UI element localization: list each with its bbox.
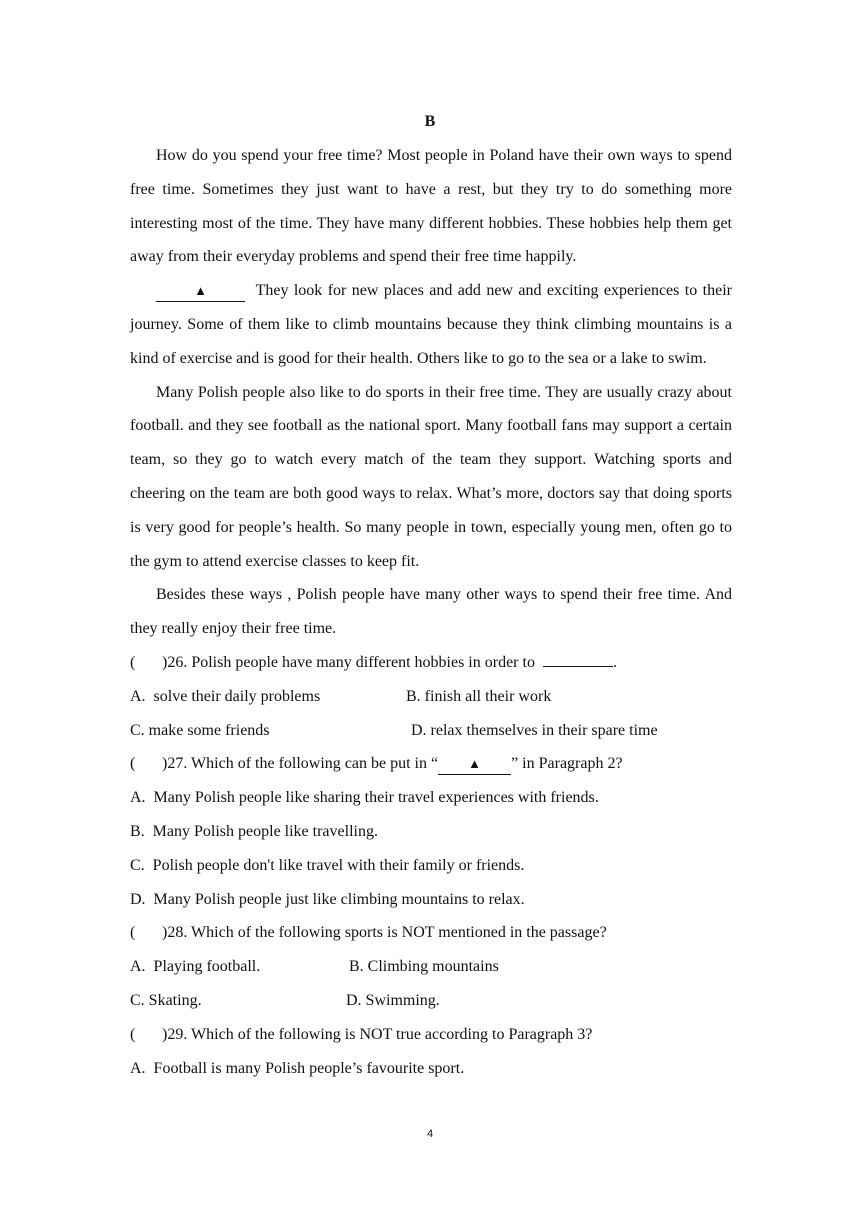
paragraph-3: Many Polish people also like to do sports in their free time. They are usually crazy about football. and they see football as the national sport. Many football fans may support a certain team, so they go to watch every match of the team they support. Watching sports and cheering on the team are both good ways to relax. What’s more, doctors say that doing sports is very good for people’s health. So many people in town, especially young men, often go to the gym to attend exercise classes to keep fit. — [130, 383, 732, 570]
option-b: B. Many Polish people like travelling. — [130, 822, 378, 840]
option-a: A. Many Polish people like sharing their travel experiences with friends. — [130, 789, 599, 807]
option-d: D. Swimming. — [346, 991, 440, 1009]
reading-passage — [130, 139, 732, 1085]
section-title: B — [424, 113, 436, 130]
paragraph-4: Besides these ways , Polish people have many other ways to spend their free time. And they really enjoy their free time. — [130, 586, 732, 638]
triangle-marker-icon: ▲ — [468, 756, 482, 772]
triangle-marker-icon: ▲ — [194, 283, 207, 299]
option-c: C. Polish people don't like travel with their family or friends. — [130, 856, 525, 874]
question-26-stem: ( )26. Polish people have many different hobbies in order to . — [130, 653, 617, 671]
option-a: A. solve their daily problems — [130, 687, 321, 705]
question-28-options-ab — [130, 950, 732, 984]
option-d: D. relax themselves in their spare time — [411, 721, 658, 739]
question-28-options-cd — [130, 984, 732, 1018]
paragraph-1: How do you spend your free time? Most people in Poland have their own ways to spend free time. Sometimes they just want to have a rest, but they try to do something more interesting most of the time. They have many different hobbies. These hobbies help them get away from their everyday problems and spend their free time happily. — [130, 147, 732, 266]
answer-blank — [438, 754, 511, 775]
option-b: B. finish all their work — [406, 687, 552, 705]
paragraph-2 — [130, 274, 732, 375]
question-26-options-cd — [130, 714, 732, 748]
answer-blank — [543, 666, 613, 667]
option-c: C. make some friends — [130, 721, 270, 739]
question-26-options-ab — [130, 680, 732, 714]
question-28-stem: ( )28. Which of the following sports is NOT mentioned in the passage? — [130, 924, 607, 942]
option-c: C. Skating. — [130, 991, 202, 1009]
paragraph-2-text: They look for new places and add new and exciting experiences to their journey. Some of them like to climb mountains because they think climbing mountains is a kind of exercise and is good for their health. Others like to go to the sea or a lake to swim. — [130, 282, 732, 367]
question-27-stem: ( )27. Which of the following can be put in “ ▲ ” in Paragraph 2? — [130, 747, 732, 781]
question-29-stem: ( )29. Which of the following is NOT true according to Paragraph 3? — [130, 1025, 593, 1043]
option-a: A. Playing football. — [130, 958, 261, 976]
answer-blank — [156, 281, 245, 302]
option-b: B. Climbing mountains — [349, 958, 499, 976]
option-d: D. Many Polish people just like climbing mountains to relax. — [130, 890, 525, 908]
option-a: A. Football is many Polish people’s favourite sport. — [130, 1059, 465, 1077]
page-number: 4 — [426, 1128, 434, 1140]
